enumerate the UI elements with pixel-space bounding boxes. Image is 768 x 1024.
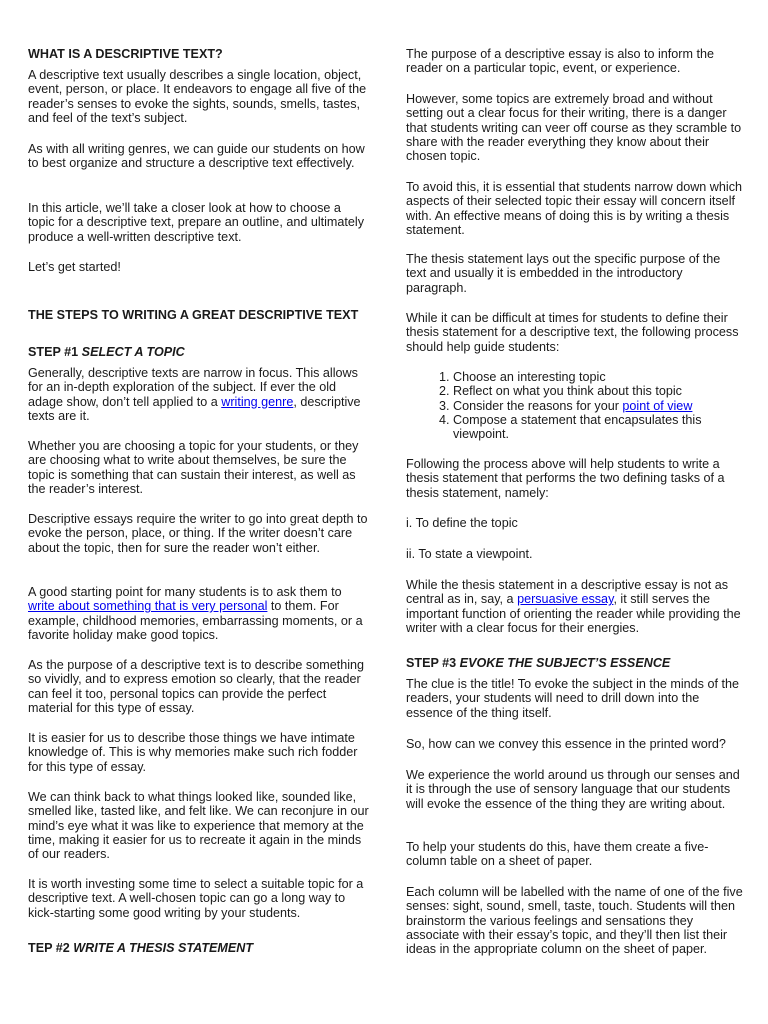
paragraph: i. To define the topic [406, 516, 518, 530]
paragraph: Whether you are choosing a topic for your students, or they are choosing what to write about themselves, be sure the topic is something that can sustain their interest, as well as the reader’s interest. [28, 439, 359, 496]
paragraph-text: While the thesis statement in a descriptive essay is not as central as in, say, a [406, 578, 728, 607]
paragraph: The clue is the title! To evoke the subject in the minds of the readers, your students will need to drill down into the essence of the thing itself. [406, 677, 739, 720]
list-item: 2. Reflect on what you think about this topic [453, 384, 744, 398]
paragraph-text: , descriptive texts are it. [28, 394, 361, 423]
list-item: 1. Choose an interesting topic [453, 370, 744, 384]
point-of-view-link[interactable]: point of view [622, 398, 693, 413]
thesis-process-list [406, 370, 744, 441]
step-2-title: WRITE A THESIS STATEMENT [73, 941, 254, 955]
paragraph: While it can be difficult at times for students to define their thesis statement for a descriptive text, the following process should help guide students: [406, 311, 739, 354]
step-1-prefix: STEP #1 [28, 345, 82, 359]
paragraph-text: to them. For example, childhood memories, embarrassing moments, or a favorite holiday make good topics. [28, 599, 363, 642]
step-3-title: EVOKE THE SUBJECT’S ESSENCE [459, 656, 671, 670]
personal-writing-link[interactable]: write about something that is very personal [28, 599, 268, 614]
paragraph: We experience the world around us through our senses and it is through the use of sensory language that our students will evoke the essence of the thing they are writing about. [406, 768, 740, 811]
paragraph: The purpose of a descriptive essay is also to inform the reader on a particular topic, event, or experience. [406, 47, 714, 76]
step-2-heading [28, 941, 370, 955]
paragraph: To help your students do this, have them create a five-column table on a sheet of paper. [406, 840, 709, 869]
paragraph: Descriptive essays require the writer to go into great depth to evoke the person, place, or thing. If the writer doesn’t care about the topic, then for sure the reader won’t either. [28, 512, 368, 555]
paragraph-text: A good starting point for many students is to ask them to [28, 585, 342, 599]
paragraph-text: Generally, descriptive texts are narrow in focus. This allows for an in-depth exploration of the subject. If ever the old adage show, don’t tell applied to a [28, 366, 358, 409]
paragraph-text: , it still serves the important function of orienting the reader while providing the writer with a clear focus for their energies. [406, 592, 741, 635]
paragraph: It is easier for us to describe those things we have intimate knowledge of. This is why memories make such rich fodder for this type of essay. [28, 731, 358, 774]
step-1-title: SELECT A TOPIC [81, 345, 185, 359]
list-item [453, 399, 744, 413]
paragraph: In this article, we’ll take a closer look at how to choose a topic for a descriptive text, prepare an outline, and ultimately produce a well-written descriptive text. [28, 201, 365, 244]
paragraph: We can think back to what things looked like, sounded like, smelled like, tasted like, and felt like. We can reconjure in our mind’s eye what it was like to experience that memory at the time, making it easier for us to recreate it again in the minds of our readers. [28, 790, 369, 862]
step-1-heading [28, 345, 370, 359]
heading-steps: THE STEPS TO WRITING A GREAT DESCRIPTIVE TEXT [28, 308, 359, 322]
paragraph [406, 578, 744, 635]
paragraph [28, 366, 370, 423]
list-item: 4. Compose a statement that encapsulates this viewpoint. [453, 413, 744, 442]
paragraph: So, how can we convey this essence in the printed word? [406, 737, 726, 751]
writing-genre-link[interactable]: writing genre [221, 394, 294, 409]
paragraph: Let’s get started! [28, 260, 121, 274]
paragraph: Following the process above will help students to write a thesis statement that performs the two defining tasks of a thesis statement, namely: [406, 457, 725, 500]
paragraph [28, 585, 370, 642]
step-3-prefix: STEP #3 [406, 656, 460, 670]
paragraph: Each column will be labelled with the name of one of the five senses: sight, sound, smell, taste, touch. Students will then brainstorm the various feelings and sensations they associate with their essay’s topic, and they’ll then list their ideas in the appropriate column on the sheet of paper. [406, 885, 743, 957]
step-2-prefix: TEP #2 [28, 941, 74, 955]
paragraph: As the purpose of a descriptive text is to describe something so vividly, and to express emotion so clearly, that the reader can feel it too, personal topics can provide the perfect material for this type of essay. [28, 658, 365, 715]
paragraph: The thesis statement lays out the specific purpose of the text and usually it is embedded in the introductory paragraph. [406, 252, 721, 295]
paragraph: It is worth investing some time to select a suitable topic for a descriptive text. A well-chosen topic can go a long way to kick-starting some good writing by your students. [28, 877, 364, 920]
paragraph: ii. To state a viewpoint. [406, 547, 533, 561]
step-3-heading [406, 656, 744, 670]
persuasive-essay-link[interactable]: persuasive essay [517, 592, 614, 607]
paragraph: However, some topics are extremely broad and without setting out a clear focus for their writing, there is a danger that students writing can veer off course as they scramble to share with the reader everything they know about their chosen topic. [406, 92, 742, 164]
list-item-text: Consider the reasons for your [453, 398, 623, 413]
heading-what-is-descriptive-text: WHAT IS A DESCRIPTIVE TEXT? [28, 47, 223, 61]
paragraph: To avoid this, it is essential that students narrow down which aspects of their selected topic their essay will concern itself with. An effective means of doing this is by writing a thesis statement. [406, 180, 743, 237]
paragraph: A descriptive text usually describes a single location, object, event, person, or place. It endeavors to engage all five of the reader’s senses to evoke the sights, sounds, smells, tastes, and feel of the text’s subject. [28, 68, 367, 125]
paragraph: As with all writing genres, we can guide our students on how to best organize and structure a descriptive text effectively. [28, 142, 365, 171]
